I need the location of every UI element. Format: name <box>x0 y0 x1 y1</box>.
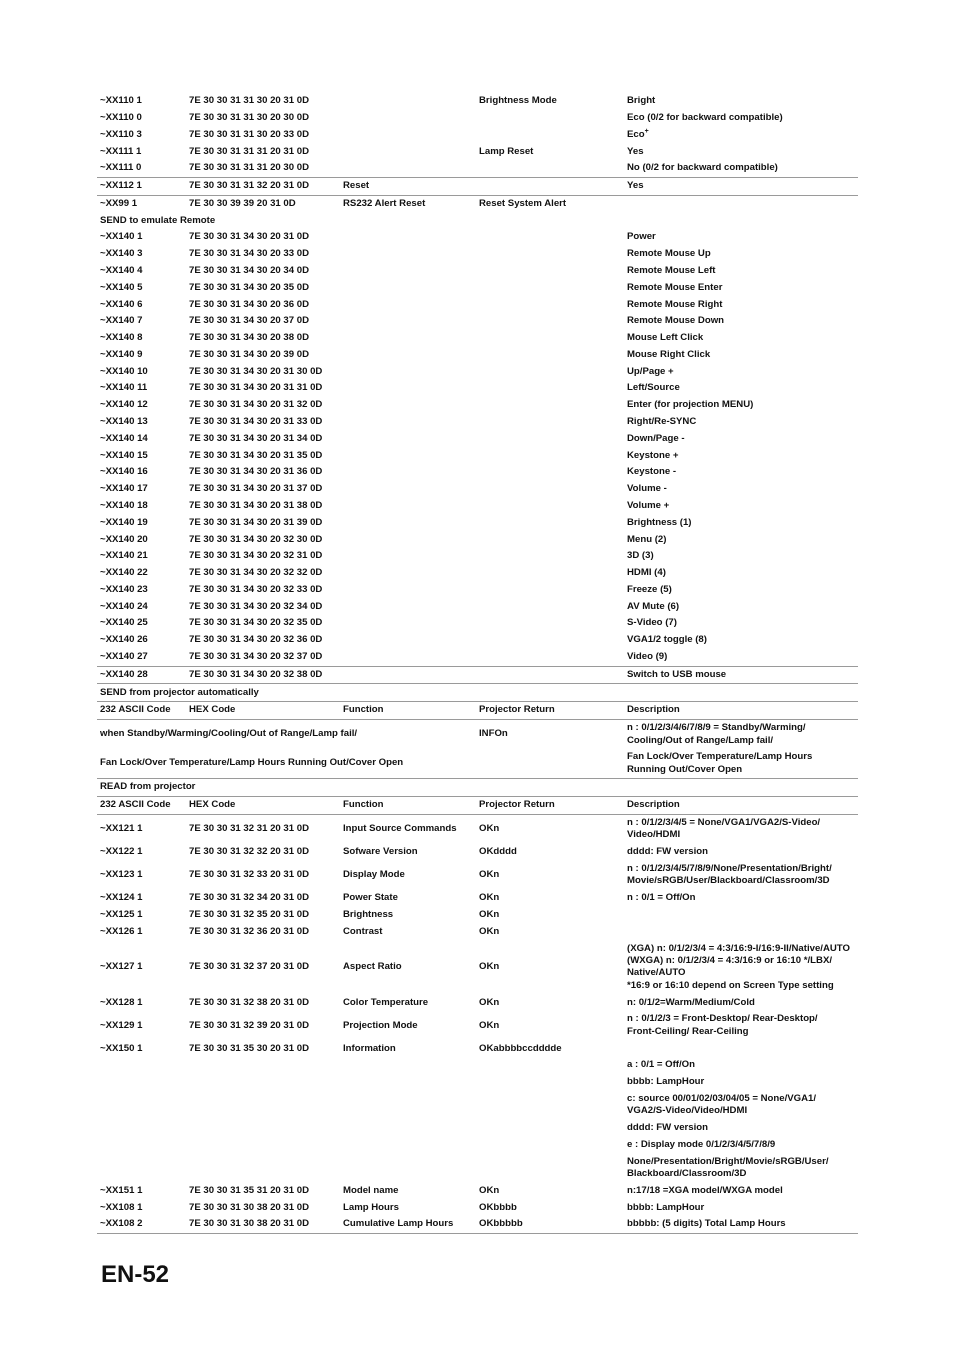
hex-code-cell: 7E 30 30 31 34 30 20 31 30 0D <box>189 365 323 377</box>
hex-code-cell: 7E 30 30 31 34 30 20 31 35 0D <box>189 449 323 461</box>
hex-code-cell: 7E 30 30 31 31 30 20 30 0D <box>189 111 310 123</box>
hex-code-cell: 7E 30 30 31 34 30 20 39 0D <box>189 348 310 360</box>
function-cell: Power State <box>343 892 398 904</box>
hex-code-cell: 7E 30 30 31 32 39 20 31 0D <box>189 1019 310 1031</box>
table-row <box>97 1216 858 1234</box>
description-cell: n: 0/1/2=Warm/Medium/Cold <box>627 996 755 1008</box>
description-cell: Yes <box>627 180 644 192</box>
table-row <box>97 178 858 196</box>
table-header <box>97 701 858 720</box>
ascii-code-cell: ~XX140 6 <box>100 298 143 310</box>
header-cell: Description <box>627 799 680 811</box>
return-cell: OKbbbb <box>479 1201 517 1213</box>
description-cell: bbbbb: (5 digits) Total Lamp Hours <box>627 1218 786 1230</box>
ascii-code-cell: ~XX140 21 <box>100 550 148 562</box>
table-row <box>97 598 858 615</box>
ascii-code-cell: ~XX108 1 <box>100 1201 143 1213</box>
description-cell: Remote Mouse Right <box>627 298 723 310</box>
function-cell: Information <box>343 1042 396 1054</box>
table-row <box>97 565 858 582</box>
hex-code-cell: 7E 30 30 31 32 33 20 31 0D <box>189 869 310 881</box>
hex-code-cell: 7E 30 30 31 34 30 20 32 36 0D <box>189 634 323 646</box>
ascii-code-cell: ~XX140 10 <box>100 365 148 377</box>
hex-code-cell: 7E 30 30 31 31 30 20 31 0D <box>189 95 310 107</box>
ascii-code-cell: ~XX140 17 <box>100 483 148 495</box>
header-cell: Projector Return <box>479 704 555 716</box>
event-description: Fan Lock/Over Temperature/Lamp Hours Running Out/Cover Open <box>100 757 404 769</box>
hex-code-cell: 7E 30 30 31 31 32 20 31 0D <box>189 180 310 192</box>
ascii-code-cell: ~XX140 24 <box>100 600 148 612</box>
header-cell: Function <box>343 704 384 716</box>
ascii-code-cell: ~XX151 1 <box>100 1184 143 1196</box>
description-cell: Mouse Left Click <box>627 332 704 344</box>
table-row <box>97 667 858 685</box>
table-row <box>97 498 858 515</box>
table-row <box>97 940 858 994</box>
ascii-code-cell: ~XX124 1 <box>100 892 143 904</box>
table-row <box>97 229 858 246</box>
ascii-code-cell: ~XX140 12 <box>100 399 148 411</box>
description-cell: Remote Mouse Down <box>627 315 725 327</box>
return-cell: OKn <box>479 996 500 1008</box>
table-row <box>97 414 858 431</box>
function-cell: Sofware Version <box>343 846 418 858</box>
table-row <box>97 1011 858 1040</box>
ascii-code-cell: ~XX126 1 <box>100 925 143 937</box>
return-cell: OKbbbbb <box>479 1218 523 1230</box>
description-cell: Enter (for projection MENU) <box>627 399 754 411</box>
superscript: + <box>644 127 649 135</box>
hex-code-cell: 7E 30 30 31 34 30 20 31 34 0D <box>189 432 323 444</box>
ascii-code-cell: ~XX140 14 <box>100 432 148 444</box>
header-cell: Description <box>627 704 680 716</box>
hex-code-cell: 7E 30 30 31 32 35 20 31 0D <box>189 908 310 920</box>
table-row <box>97 246 858 263</box>
hex-code-cell: 7E 30 30 31 34 30 20 32 34 0D <box>189 600 323 612</box>
description-cell: Freeze (5) <box>627 583 672 595</box>
table-row <box>97 1057 858 1074</box>
table-row <box>97 615 858 632</box>
ascii-code-cell: ~XX111 0 <box>100 162 142 174</box>
function-cell: Model name <box>343 1184 399 1196</box>
table-row <box>97 531 858 548</box>
description-cell: Down/Page - <box>627 432 685 444</box>
section-title <box>97 684 858 701</box>
table-row <box>97 380 858 397</box>
description-cell: Yes <box>627 145 644 157</box>
hex-code-cell: 7E 30 30 31 34 30 20 31 32 0D <box>189 399 323 411</box>
hex-code-cell: 7E 30 30 31 31 31 20 31 0D <box>189 145 310 157</box>
hex-code-cell: 7E 30 30 31 34 30 20 36 0D <box>189 298 310 310</box>
description-cell: a : 0/1 = Off/On <box>627 1059 695 1071</box>
table-row <box>97 1153 858 1182</box>
table-row <box>97 1091 858 1120</box>
description-cell: Power <box>627 231 656 243</box>
hex-code-cell: 7E 30 30 31 32 34 20 31 0D <box>189 892 310 904</box>
hex-code-cell: 7E 30 30 31 35 30 20 31 0D <box>189 1042 310 1054</box>
return-cell: OKn <box>479 961 500 973</box>
function-cell: Lamp Hours <box>343 1201 399 1213</box>
return-cell: Lamp Reset <box>479 145 534 157</box>
table-row <box>97 93 858 110</box>
return-cell: OKabbbbccdddde <box>479 1042 562 1054</box>
ascii-code-cell: ~XX140 7 <box>100 315 143 327</box>
hex-code-cell: 7E 30 30 31 32 36 20 31 0D <box>189 925 310 937</box>
ascii-code-cell: ~XX140 16 <box>100 466 148 478</box>
table-row <box>97 313 858 330</box>
description-cell: (XGA) n: 0/1/2/3/4 = 4:3/16:9-I/16:9-II/Native/AUTO (WXGA) n: 0/1/2/3/4 = 4:3/16:9 or 16:10 */LBX/ Native/AUTO *16:9 or 16:10 depend on Screen Type setting <box>627 942 850 991</box>
hex-code-cell: 7E 30 30 31 34 30 20 32 37 0D <box>189 650 323 662</box>
ascii-code-cell: ~XX150 1 <box>100 1042 143 1054</box>
hex-code-cell: 7E 30 30 31 34 30 20 32 30 0D <box>189 533 323 545</box>
event-description: when Standby/Warming/Cooling/Out of Range/Lamp fail/ <box>100 728 358 740</box>
ascii-code-cell: ~XX140 4 <box>100 265 143 276</box>
return-cell: OKn <box>479 1184 500 1196</box>
return-cell: OKn <box>479 1019 500 1031</box>
description-cell: n : 0/1/2/3/4/6/7/8/9 = Standby/Warming/ Cooling/Out of Range/Lamp fail/ <box>627 722 806 746</box>
function-cell: Aspect Ratio <box>343 961 402 973</box>
description-cell: 3D (3) <box>627 550 654 562</box>
description-cell: Eco (0/2 for backward compatible) <box>627 111 783 123</box>
table-row <box>97 924 858 941</box>
ascii-code-cell: ~XX110 0 <box>100 111 142 123</box>
description-cell: Eco+ <box>627 127 649 140</box>
return-cell: OKn <box>479 869 500 881</box>
function-cell: Contrast <box>343 925 383 937</box>
hex-code-cell: 7E 30 30 31 34 30 20 32 35 0D <box>189 617 323 629</box>
section-title-text: READ from projector <box>100 781 196 793</box>
description-cell: n : 0/1/2/3 = Front-Desktop/ Rear-Desktop/ Front-Ceiling/ Rear-Ceiling <box>627 1013 818 1037</box>
hex-code-cell: 7E 30 30 31 34 30 20 37 0D <box>189 315 310 327</box>
return-cell: OKn <box>479 908 500 920</box>
ascii-code-cell: ~XX112 1 <box>100 180 142 192</box>
description-cell: Keystone - <box>627 466 677 478</box>
function-cell: Color Temperature <box>343 996 429 1008</box>
table-row <box>97 994 858 1011</box>
hex-code-cell: 7E 30 30 31 30 38 20 31 0D <box>189 1201 310 1213</box>
ascii-code-cell: ~XX140 18 <box>100 499 148 511</box>
return-cell: Reset System Alert <box>479 197 567 209</box>
description-cell: bbbb: LampHour <box>627 1076 705 1088</box>
hex-code-cell: 7E 30 30 31 30 38 20 31 0D <box>189 1218 310 1230</box>
table-row <box>97 515 858 532</box>
ascii-code-cell: ~XX140 19 <box>100 516 148 528</box>
ascii-code-cell: ~XX140 25 <box>100 617 148 629</box>
table-row <box>97 481 858 498</box>
header-cell: 232 ASCII Code <box>100 704 171 716</box>
return-cell: OKdddd <box>479 846 517 858</box>
ascii-code-cell: ~XX111 1 <box>100 145 142 157</box>
description-cell: Brightness (1) <box>627 516 692 528</box>
table-row <box>97 1199 858 1216</box>
description-cell: VGA1/2 toggle (8) <box>627 634 707 646</box>
table-row <box>97 582 858 599</box>
hex-code-cell: 7E 30 30 31 34 30 20 31 36 0D <box>189 466 323 478</box>
ascii-code-cell: ~XX122 1 <box>100 846 143 858</box>
description-cell: dddd: FW version <box>627 1122 709 1134</box>
ascii-code-cell: ~XX140 26 <box>100 634 148 646</box>
table-row <box>97 464 858 481</box>
table-row <box>97 263 858 280</box>
ascii-code-cell: ~XX125 1 <box>100 908 143 920</box>
table-row <box>97 749 858 779</box>
description-cell: n : 0/1/2/3/4/5/7/8/9/None/Presentation/Bright/ Movie/sRGB/User/Blackboard/Classroom/3D <box>627 863 832 887</box>
table-row <box>97 907 858 924</box>
hex-code-cell: 7E 30 30 31 34 30 20 32 32 0D <box>189 567 323 579</box>
header-cell: HEX Code <box>189 704 236 716</box>
header-cell: 232 ASCII Code <box>100 799 171 811</box>
function-cell: Input Source Commands <box>343 823 457 835</box>
table-row <box>97 1074 858 1091</box>
description-cell: HDMI (4) <box>627 567 666 579</box>
table-row <box>97 890 858 907</box>
ascii-code-cell: ~XX110 3 <box>100 128 142 140</box>
return-cell: Brightness Mode <box>479 95 557 107</box>
description-cell: Remote Mouse Enter <box>627 281 723 293</box>
description-cell: Bright <box>627 95 656 107</box>
table-row <box>97 330 858 347</box>
hex-code-cell: 7E 30 30 31 34 30 20 31 33 0D <box>189 416 323 428</box>
description-cell: n:17/18 =XGA model/WXGA model <box>627 1184 783 1196</box>
description-cell: dddd: FW version <box>627 846 709 858</box>
ascii-code-cell: ~XX140 8 <box>100 332 143 344</box>
hex-code-cell: 7E 30 30 31 31 30 20 33 0D <box>189 128 310 140</box>
ascii-code-cell: ~XX110 1 <box>100 95 142 107</box>
description-cell: Right/Re-SYNC <box>627 416 697 428</box>
ascii-code-cell: ~XX140 22 <box>100 567 148 579</box>
hex-code-cell: 7E 30 30 31 32 37 20 31 0D <box>189 961 310 973</box>
table-row <box>97 196 858 213</box>
function-cell: Brightness <box>343 908 394 920</box>
ascii-code-cell: ~XX108 2 <box>100 1218 143 1230</box>
ascii-code-cell: ~XX140 27 <box>100 650 148 662</box>
description-cell: Fan Lock/Over Temperature/Lamp Hours Running Out/Cover Open <box>627 751 813 775</box>
description-cell: Video (9) <box>627 650 668 662</box>
table-row <box>97 280 858 297</box>
table-row <box>97 649 858 667</box>
description-cell: Volume + <box>627 499 670 511</box>
table-row <box>97 397 858 414</box>
table-row <box>97 632 858 649</box>
table-row <box>97 347 858 364</box>
ascii-code-cell: ~XX140 5 <box>100 281 143 293</box>
ascii-code-cell: ~XX99 1 <box>100 197 138 209</box>
function-cell: Cumulative Lamp Hours <box>343 1218 454 1230</box>
hex-code-cell: 7E 30 30 31 34 30 20 33 0D <box>189 248 310 260</box>
table-row <box>97 143 858 160</box>
table-row <box>97 720 858 749</box>
description-cell: Volume - <box>627 483 667 495</box>
description-cell: No (0/2 for backward compatible) <box>627 162 778 174</box>
page-number: EN-52 <box>101 1261 170 1288</box>
table-row <box>97 1120 858 1137</box>
table-row <box>97 447 858 464</box>
hex-code-cell: 7E 30 30 31 34 30 20 34 0D <box>189 265 310 276</box>
description-cell: S-Video (7) <box>627 617 677 629</box>
ascii-code-cell: ~XX140 3 <box>100 248 143 260</box>
table-row <box>97 431 858 448</box>
ascii-code-cell: ~XX140 9 <box>100 348 143 360</box>
hex-code-cell: 7E 30 30 31 34 30 20 31 31 0D <box>189 382 323 394</box>
table-row <box>97 861 858 890</box>
return-cell: OKn <box>479 925 500 937</box>
section-title-text: SEND from projector automatically <box>100 686 259 698</box>
return-cell: INFOn <box>479 728 508 740</box>
hex-code-cell: 7E 30 30 31 34 30 20 31 39 0D <box>189 516 323 528</box>
description-cell: Left/Source <box>627 382 680 394</box>
hex-code-cell: 7E 30 30 31 32 38 20 31 0D <box>189 996 310 1008</box>
description-cell: Remote Mouse Left <box>627 265 716 276</box>
hex-code-cell: 7E 30 30 31 34 30 20 31 38 0D <box>189 499 323 511</box>
table-row <box>97 160 858 178</box>
description-cell: Keystone + <box>627 449 679 461</box>
description-cell: bbbb: LampHour <box>627 1201 705 1213</box>
table-row <box>97 548 858 565</box>
header-cell: Function <box>343 799 384 811</box>
description-cell: Switch to USB mouse <box>627 668 727 680</box>
header-cell: HEX Code <box>189 799 236 811</box>
description-cell: Mouse Right Click <box>627 348 711 360</box>
ascii-code-cell: ~XX140 11 <box>100 382 148 394</box>
hex-code-cell: 7E 30 30 31 31 31 20 30 0D <box>189 162 310 174</box>
hex-code-cell: 7E 30 30 31 34 30 20 31 37 0D <box>189 483 323 495</box>
hex-code-cell: 7E 30 30 31 32 31 20 31 0D <box>189 823 310 835</box>
ascii-code-cell: ~XX140 20 <box>100 533 148 545</box>
hex-code-cell: 7E 30 30 31 34 30 20 31 0D <box>189 231 310 243</box>
ascii-code-cell: ~XX140 28 <box>100 668 148 680</box>
description-cell: e : Display mode 0/1/2/3/4/5/7/8/9 <box>627 1138 776 1150</box>
table-row <box>97 844 858 861</box>
return-cell: OKn <box>479 892 500 904</box>
rs232-command-table <box>97 93 858 1234</box>
section-title-text: SEND to emulate Remote <box>100 214 216 226</box>
table-row <box>97 127 858 144</box>
ascii-code-cell: ~XX129 1 <box>100 1019 143 1031</box>
description-cell: n : 0/1 = Off/On <box>627 892 696 904</box>
table-header <box>97 796 858 815</box>
ascii-code-cell: ~XX140 1 <box>100 231 143 243</box>
function-cell: Display Mode <box>343 869 405 881</box>
hex-code-cell: 7E 30 30 31 35 31 20 31 0D <box>189 1184 310 1196</box>
ascii-code-cell: ~XX140 13 <box>100 416 148 428</box>
return-cell: OKn <box>479 823 500 835</box>
table-row <box>97 364 858 381</box>
table-row <box>97 296 858 313</box>
description-cell: None/Presentation/Bright/Movie/sRGB/User/ Blackboard/Classroom/3D <box>627 1155 829 1179</box>
function-cell: Projection Mode <box>343 1019 418 1031</box>
ascii-code-cell: ~XX128 1 <box>100 996 143 1008</box>
ascii-code-cell: ~XX140 23 <box>100 583 148 595</box>
table-row <box>97 1040 858 1057</box>
description-cell: Up/Page + <box>627 365 674 377</box>
table-row <box>97 1137 858 1154</box>
hex-code-cell: 7E 30 30 31 34 30 20 32 33 0D <box>189 583 323 595</box>
header-cell: Projector Return <box>479 799 555 811</box>
description-cell: Remote Mouse Up <box>627 248 711 260</box>
ascii-code-cell: ~XX121 1 <box>100 823 143 835</box>
function-cell: RS232 Alert Reset <box>343 197 426 209</box>
table-row <box>97 1183 858 1200</box>
hex-code-cell: 7E 30 30 39 39 20 31 0D <box>189 197 296 209</box>
description-cell: AV Mute (6) <box>627 600 680 612</box>
description-cell: n : 0/1/2/3/4/5 = None/VGA1/VGA2/S-Video/ Video/HDMI <box>627 817 821 841</box>
description-cell: Menu (2) <box>627 533 667 545</box>
table-row <box>97 815 858 844</box>
ascii-code-cell: ~XX123 1 <box>100 869 143 881</box>
hex-code-cell: 7E 30 30 31 34 30 20 38 0D <box>189 332 310 344</box>
section-title <box>97 212 858 229</box>
ascii-code-cell: ~XX140 15 <box>100 449 148 461</box>
hex-code-cell: 7E 30 30 31 34 30 20 35 0D <box>189 281 310 293</box>
hex-code-cell: 7E 30 30 31 32 32 20 31 0D <box>189 846 310 858</box>
ascii-code-cell: ~XX127 1 <box>100 961 143 973</box>
table-row <box>97 110 858 127</box>
description-cell: c: source 00/01/02/03/04/05 = None/VGA1/ VGA2/S-Video/Video/HDMI <box>627 1092 817 1117</box>
hex-code-cell: 7E 30 30 31 34 30 20 32 38 0D <box>189 668 323 680</box>
section-title <box>97 779 858 796</box>
hex-code-cell: 7E 30 30 31 34 30 20 32 31 0D <box>189 550 323 562</box>
function-cell: Reset <box>343 180 370 192</box>
